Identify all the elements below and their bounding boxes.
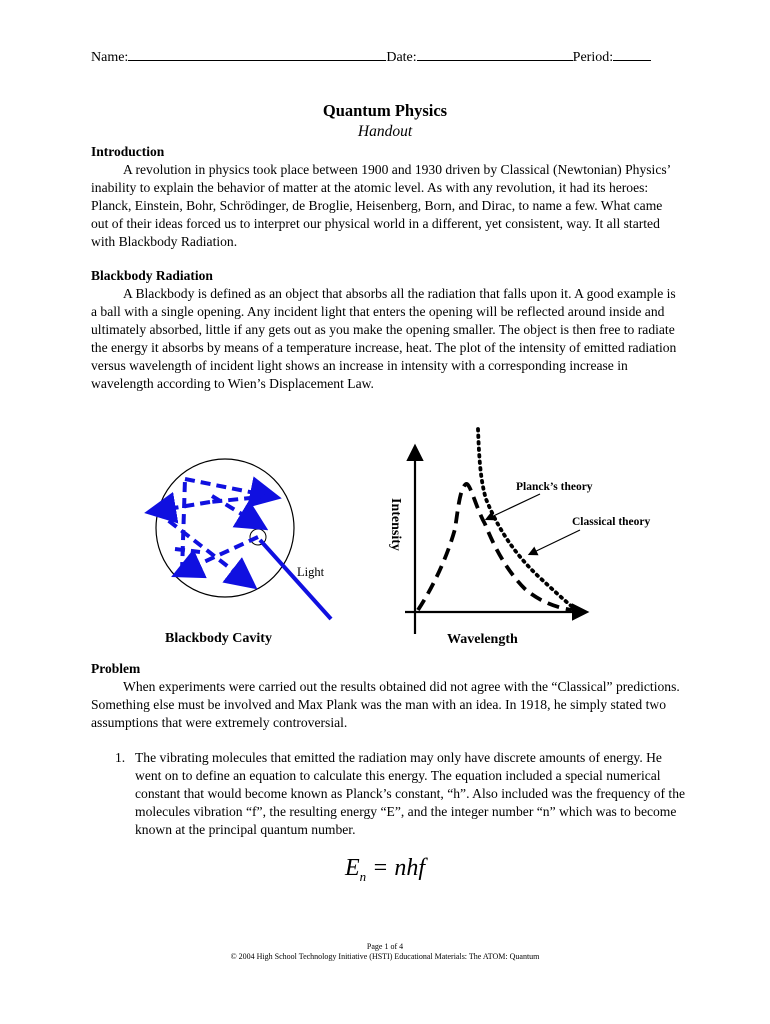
name-field[interactable] xyxy=(128,46,386,61)
intro-text: A revolution in physics took place between 1900 and 1930 driven by Classical (Newtonian) Physics’ inability to explain the behavior of matter at the atomic level. As with any revolution, it had its heroes: Planck, Einstein, Bohr, Schrödinger, de Broglie, Heisenberg, Born, and Dirac, to name a few. What came out of their ideas forced us to interpret our physical world in a different, yet consistent, way. It all started with Blackbody Radiation. xyxy=(91,162,671,249)
list-item xyxy=(91,749,691,839)
equation-lhs: E xyxy=(344,855,360,881)
blackbody-figure xyxy=(140,424,651,650)
page-subtitle: Handout xyxy=(357,123,413,140)
date-field[interactable] xyxy=(417,46,573,61)
period-field[interactable] xyxy=(613,46,651,61)
x-axis-label: Wavelength xyxy=(447,632,518,647)
planck-equation xyxy=(0,855,770,885)
equation-subscript: n xyxy=(359,868,367,884)
date-label: Date: xyxy=(386,50,417,65)
classical-pointer xyxy=(530,530,580,554)
planck-pointer xyxy=(487,494,540,519)
problem-text: When experiments were carried out the results obtained did not agree with the “Classical” predictions. Something else must be involved and Max Plank was the man with an idea. In 1918, he simply stated two assumptions that were extremely controversial. xyxy=(91,679,680,730)
copyright-footer: © 2004 High School Technology Initiative (HSTI) Educational Materials: The ATOM: Quantum xyxy=(230,952,540,961)
problem-paragraph xyxy=(91,678,681,732)
problem-heading: Problem xyxy=(91,661,141,676)
intro-heading: Introduction xyxy=(91,144,165,159)
cavity-caption: Blackbody Cavity xyxy=(165,631,272,646)
period-label: Period: xyxy=(572,50,614,65)
y-axis-label: Intensity xyxy=(388,498,403,551)
list-number: 1. xyxy=(115,750,126,765)
light-label: Light xyxy=(297,565,325,579)
blackbody-text: A Blackbody is defined as an object that absorbs all the radiation that falls upon it. A good example is a ball with a single opening. Any incident light that enters the opening will be reflected around inside and ultimately absorbed, little if any gets out as you make the opening smaller. The object is then free to radiate the energy it absorbs by means of a temperature increase, heat. The plot of the intensity of emitted radiation versus wavelength of incident light shows an increase in intensity with a corresponding increase in wavelength according to Wien’s Displacement Law. xyxy=(91,286,677,391)
planck-label: Planck’s theory xyxy=(516,481,593,493)
page-title: Quantum Physics xyxy=(322,101,448,120)
page-number: Page 1 of 4 xyxy=(366,942,404,951)
equation-rhs: = nhf xyxy=(366,855,426,881)
classical-curve xyxy=(478,429,576,610)
header-fields xyxy=(91,46,651,66)
blackbody-heading: Blackbody Radiation xyxy=(91,268,213,283)
blackbody-paragraph xyxy=(91,285,681,393)
intro-paragraph xyxy=(91,161,681,251)
cavity-sphere xyxy=(156,459,294,597)
planck-curve xyxy=(418,484,572,610)
name-label: Name: xyxy=(91,50,129,65)
list-text: The vibrating molecules that emitted the radiation may only have discrete amounts of energy. He went on to define an equation to calculate this energy. The equation included a special numerical constant that would become known as Planck’s constant, “h”. Also included was the frequency of the molecules vibration “f”, the resulting energy “E”, and the integer number “n” which was to become known at the principal quantum number. xyxy=(135,750,686,837)
classical-label: Classical theory xyxy=(572,516,651,528)
